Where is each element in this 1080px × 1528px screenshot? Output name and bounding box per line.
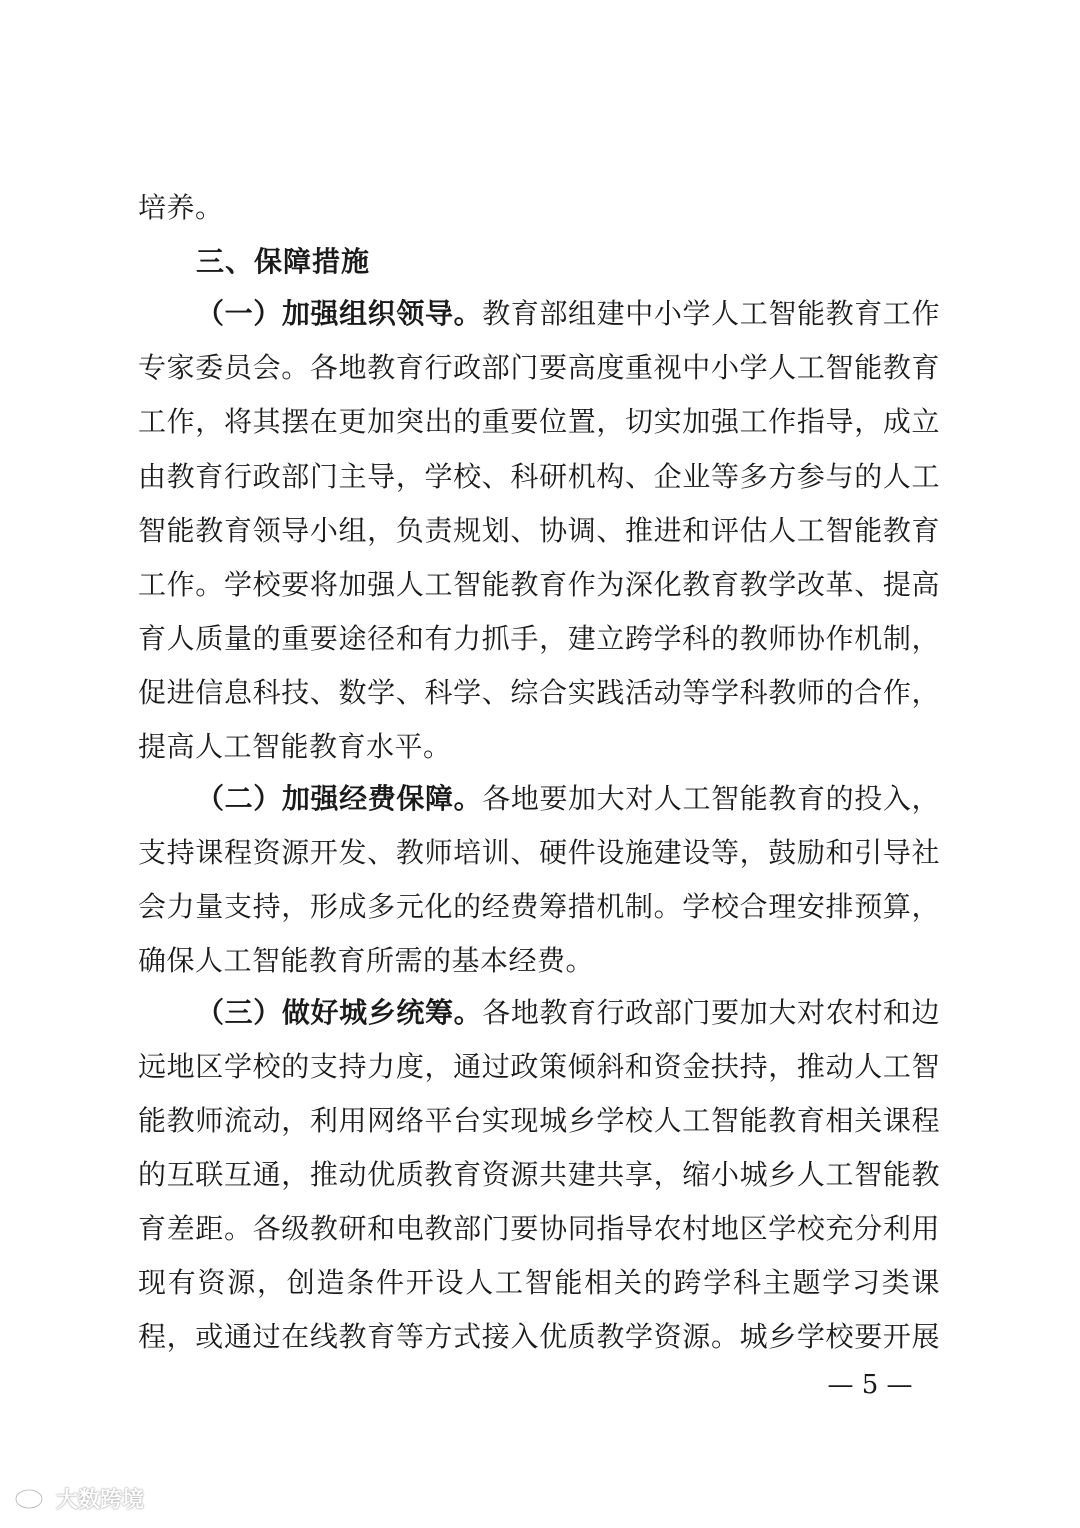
paragraph-line (196, 292, 940, 336)
paragraph-line (196, 991, 940, 1035)
paragraph-line: 工作。学校要将加强人工智能教育作为深化教育教学改革、提高 (138, 568, 940, 601)
paragraph-text: 教育部组建中小学人工智能教育工作 (482, 297, 940, 330)
paragraph-line: 育人质量的重要途径和有力抓手，建立跨学科的教师协作机制， (138, 622, 940, 655)
paragraph-line: 工作，将其摆在更加突出的重要位置，切实加强工作指导，成立 (138, 405, 940, 438)
paragraph-line: 由教育行政部门主导，学校、科研机构、企业等多方参与的人工 (138, 460, 940, 493)
paragraph-line: 培养。 (138, 191, 224, 224)
paragraph-line: 能教师流动，利用网络平台实现城乡学校人工智能教育相关课程 (138, 1104, 940, 1137)
paragraph-text: 各地要加大对人工智能教育的投入， (482, 782, 940, 815)
paragraph-line (196, 777, 940, 821)
paragraph-line: 促进信息科技、数学、科学、综合实践活动等学科教师的合作， (138, 676, 940, 709)
subsection-title: （三）做好城乡统筹。 (196, 996, 483, 1029)
section-heading: 三、保障措施 (196, 245, 371, 278)
weibo-icon (14, 1482, 50, 1514)
paragraph-line: 专家委员会。各地教育行政部门要高度重视中小学人工智能教育 (138, 351, 940, 384)
paragraph-line: 支持课程资源开发、教师培训、硬件设施建设等，鼓励和引导社 (138, 836, 940, 869)
watermark-text: 大数跨境 (56, 1487, 145, 1513)
paragraph-line: 的互联互通，推动优质教育资源共建共享，缩小城乡人工智能教 (138, 1158, 940, 1191)
subsection-title: （一）加强组织领导。 (196, 297, 483, 330)
paragraph-line: 现有资源，创造条件开设人工智能相关的跨学科主题学习类课 (138, 1266, 940, 1299)
page-number: — 5 — (827, 1370, 913, 1400)
subsection-title: （二）加强经费保障。 (196, 782, 483, 815)
paragraph-line: 育差距。各级教研和电教部门要协同指导农村地区学校充分利用 (138, 1212, 940, 1245)
paragraph-line: 远地区学校的支持力度，通过政策倾斜和资金扶持，推动人工智 (138, 1050, 940, 1083)
paragraph-line: 会力量支持，形成多元化的经费筹措机制。学校合理安排预算， (138, 890, 940, 923)
paragraph-line: 智能教育领导小组，负责规划、协调、推进和评估人工智能教育 (138, 514, 940, 547)
paragraph-line: 程，或通过在线教育等方式接入优质教学资源。城乡学校要开展 (138, 1320, 940, 1353)
paragraph-line: 提高人工智能教育水平。 (138, 730, 452, 763)
watermark (14, 1478, 144, 1518)
paragraph-text: 各地教育行政部门要加大对农村和边 (482, 996, 940, 1029)
paragraph-line: 确保人工智能教育所需的基本经费。 (138, 944, 595, 977)
